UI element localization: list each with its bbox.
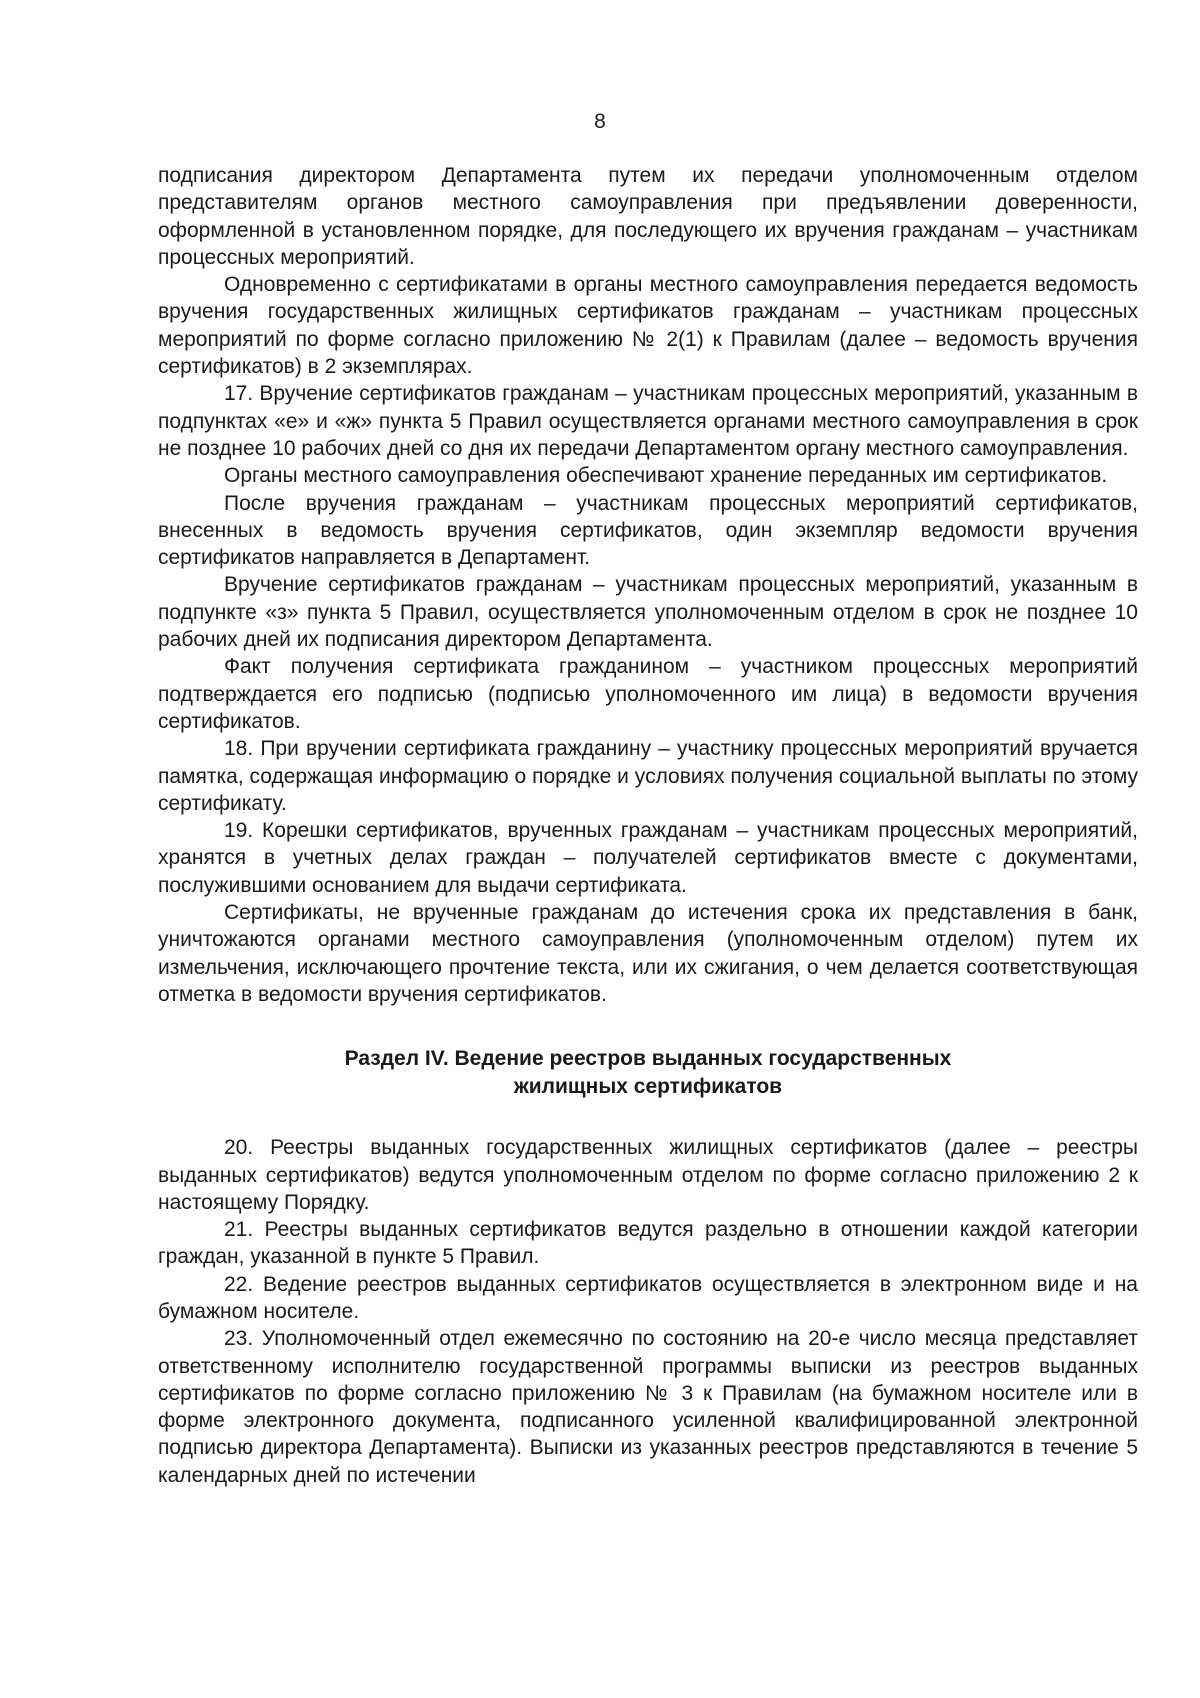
paragraph: Вручение сертификатов гражданам – участникам процессных мероприятий, указанным в подпункте «з» пункта 5 Правил, осуществляется уполномоченным отделом в срок не позднее 10 рабочих дней их подписания директором Департамента.	[158, 573, 1138, 652]
paragraph-item-17: 17. Вручение сертификатов гражданам – участникам процессных мероприятий, указанным в подпунктах «е» и «ж» пункта 5 Правил осуществляется органами местного самоуправления в срок не позднее 10 рабочих дней со дня их передачи Департаментом органу местного самоуправления.	[158, 382, 1138, 460]
paragraph: После вручения гражданам – участникам процессных мероприятий сертификатов, внесенных в ведомость вручения сертификатов, один экземпляр ведомости вручения сертификатов направляется в Департамент.	[158, 491, 1138, 570]
paragraph-item-22: 22. Ведение реестров выданных сертификатов осуществляется в электронном виде и на бумажном носителе.	[158, 1272, 1138, 1323]
paragraph-item-23: 23. Уполномоченный отдел ежемесячно по состоянию на 20-е число месяца представляет ответственному исполнителю государственной программы выписки из реестров выданных сертификатов по форме согласно приложению № 3 к Правилам (на бумажном носителе или в форме электронного документа, подписанного усиленной квалифицированной электронной подписью директора Департамента). Выписки из указанных реестров представляются в течение 5 календарных дней по истечении	[158, 1327, 1138, 1487]
page-number: 8	[594, 110, 606, 133]
paragraph: Одновременно с сертификатами в органы местного самоуправления передается ведомость вручения государственных жилищных сертификатов гражданам – участникам процессных мероприятий по форме согласно приложению № 2(1) к Правилам (далее – ведомость вручения сертификатов) в 2 экземплярах.	[158, 273, 1138, 379]
section-heading-line2: жилищных сертификатов	[513, 1075, 783, 1099]
paragraph: Сертификаты, не врученные гражданам до истечения срока их представления в банк, уничтожаются органами местного самоуправления (уполномоченным отделом) путем их измельчения, исключающего прочтение текста, или их сжигания, о чем делается соответствующая отметка в ведомости вручения сертификатов.	[158, 901, 1138, 1006]
section-heading	[158, 1045, 1138, 1101]
paragraph: подписания директором Департамента путем их передачи уполномоченным отделом представителям органов местного самоуправления при предъявлении доверенности, оформленной в установленном порядке, для последующего их вручения гражданам – участникам процессных мероприятий.	[158, 164, 1138, 269]
paragraph-item-21: 21. Реестры выданных сертификатов ведутся раздельно в отношении каждой категории граждан, указанной в пункте 5 Правил.	[158, 1218, 1138, 1269]
paragraph-item-20: 20. Реестры выданных государственных жилищных сертификатов (далее – реестры выданных сертификатов) ведутся уполномоченным отделом по форме согласно приложению 2 к настоящему Порядку.	[158, 1136, 1138, 1214]
paragraph-item-19: 19. Корешки сертификатов, врученных гражданам – участникам процессных мероприятий, хранятся в учетных делах граждан – получателей сертификатов вместе с документами, послужившими основанием для выдачи сертификата.	[158, 819, 1138, 897]
paragraph: Органы местного самоуправления обеспечивают хранение переданных им сертификатов.	[224, 464, 1108, 488]
paragraph: Факт получения сертификата гражданином – участником процессных мероприятий подтверждается его подписью (подписью уполномоченного им лица) в ведомости вручения сертификатов.	[158, 655, 1138, 733]
document-body	[158, 162, 1138, 1489]
section-heading-line1: Раздел IV. Ведение реестров выданных государственных	[344, 1047, 952, 1071]
paragraph-item-18: 18. При вручении сертификата гражданину – участнику процессных мероприятий вручается памятка, содержащая информацию о порядке и условиях получения социальной выплаты по этому сертификату.	[158, 737, 1138, 815]
